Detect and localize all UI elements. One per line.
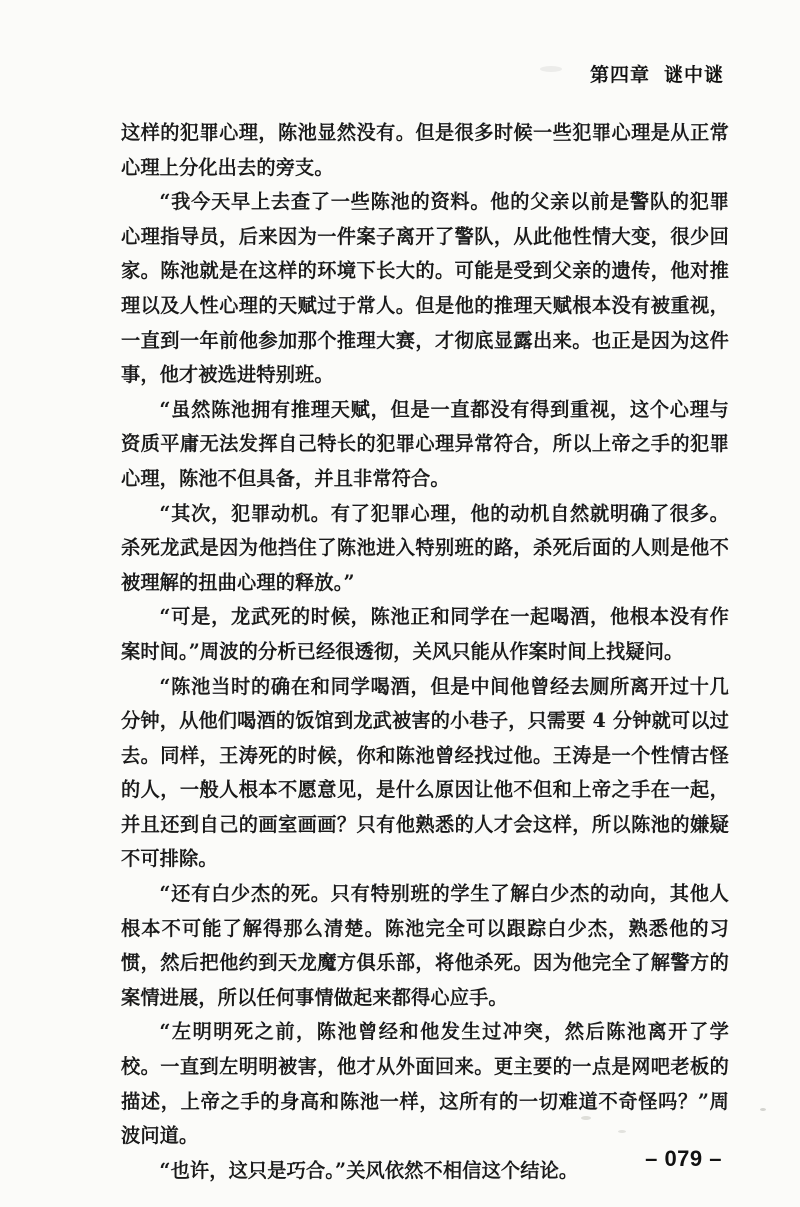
paragraph: “其次，犯罪动机。有了犯罪心理，他的动机自然就明确了很多。杀死龙武是因为他挡住了陈池进入特别班的路，杀死后面的人则是他不被理解的扭曲心理的释放。”	[121, 501, 729, 594]
paragraph: “还有白少杰的死。只有特别班的学生了解白少杰的动向，其他人根本不可能了解得那么清楚。陈池完全可以跟踪白少杰，熟悉他的习惯，然后把他约到天龙魔方俱乐部，将他杀死。因为他完全了解警方的案情进展，所以任何事情做起来都得心应手。	[121, 882, 729, 1009]
chapter-number: 第四章	[589, 64, 650, 86]
body-text	[121, 116, 729, 1188]
page-number: – 079 –	[645, 1146, 722, 1171]
scan-speck	[760, 1108, 766, 1111]
scan-speck	[618, 1130, 626, 1133]
scan-speck	[540, 66, 562, 72]
chapter-title: 谜中谜	[663, 64, 724, 86]
paragraph: “我今天早上去查了一些陈池的资料。他的父亲以前是警队的犯罪心理指导员，后来因为一件案子离开了警队，从此他性情大变，很少回家。陈池就是在这样的环境下长大的。可能是受到父亲的遗传，他对推理以及人性心理的天赋过于常人。但是他的推理天赋根本没有被重视，一直到一年前他参加那个推理大赛，才彻底显露出来。也正是因为这件事，他才被选进特别班。	[121, 190, 729, 387]
paragraph: 这样的犯罪心理，陈池显然没有。但是很多时候一些犯罪心理是从正常心理上分化出去的旁支。	[121, 121, 729, 179]
paragraph: “左明明死之前，陈池曾经和他发生过冲突，然后陈池离开了学校。一直到左明明被害，他才从外面回来。更主要的一点是网吧老板的描述，上帝之手的身高和陈池一样，这所有的一切难道不奇怪吗？”周波问道。	[121, 1020, 729, 1148]
paragraph: “陈池当时的确在和同学喝酒，但是中间他曾经去厕所离开过十几分钟，从他们喝酒的饭馆到龙武被害的小巷子，只需要 4 分钟就可以过去。同样，王涛死的时候，你和陈池曾经找过他。王涛是一个性情古怪的人，一般人根本不愿意见，是什么原因让他不但和上帝之手在一起，并且还到自己的画室画画？只有他熟悉的人才会这样，所以陈池的嫌疑不可排除。	[121, 674, 729, 871]
scan-speck	[581, 1116, 591, 1120]
running-header	[590, 60, 724, 87]
paragraph: “也许，这只是巧合。”关风依然不相信这个结论。	[159, 1158, 579, 1182]
paragraph: “可是，龙武死的时候，陈池正和同学在一起喝酒，他根本没有作案时间。”周波的分析已经很透彻，关风只能从作案时间上找疑问。	[121, 605, 729, 663]
paragraph: “虽然陈池拥有推理天赋，但是一直都没有得到重视，这个心理与资质平庸无法发挥自己特长的犯罪心理异常符合，所以上帝之手的犯罪心理，陈池不但具备，并且非常符合。	[121, 397, 729, 490]
